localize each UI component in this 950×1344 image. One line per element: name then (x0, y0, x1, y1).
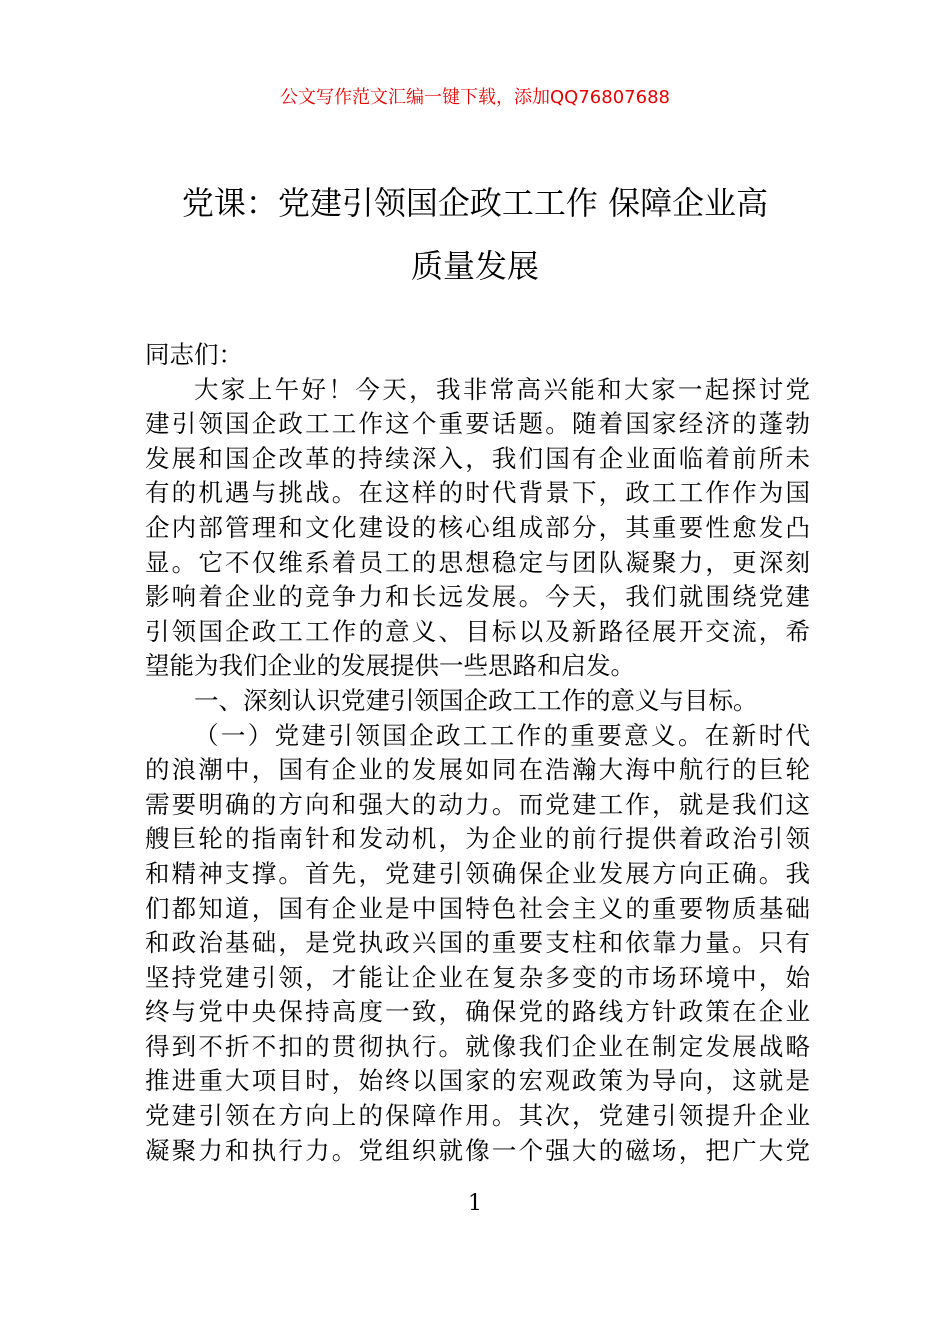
paragraph-line: 需要明确的方向和强大的动力。而党建工作，就是我们这 (145, 789, 810, 819)
paragraph-line: 发展和国企改革的持续深入，我们国有企业面临着前所未 (145, 443, 810, 473)
paragraph-line: 建引领国企政工工作这个重要话题。随着国家经济的蓬勃 (145, 409, 810, 439)
page-number: 1 (468, 1191, 482, 1216)
paragraph-significance (145, 719, 810, 1169)
paragraph-line: 终与党中央保持高度一致，确保党的路线方针政策在企业 (145, 997, 810, 1027)
paragraph-line: 显。它不仅维系着员工的思想稳定与团队凝聚力，更深刻 (145, 547, 810, 577)
document-title (130, 172, 820, 298)
paragraph-line: 坚持党建引领，才能让企业在复杂多变的市场环境中，始 (145, 962, 810, 992)
paragraph-line: 和政治基础，是党执政兴国的重要支柱和依靠力量。只有 (145, 928, 810, 958)
paragraph-line: 企内部管理和文化建设的核心组成部分，其重要性愈发凸 (145, 512, 810, 542)
paragraph-line: （一）党建引领国企政工工作的重要意义。在新时代 (194, 720, 810, 750)
salutation: 同志们： (145, 340, 243, 369)
paragraph-line: 引领国企政工工作的意义、目标以及新路径展开交流，希 (145, 616, 810, 646)
paragraph-line: 影响着企业的竞争力和长远发展。今天，我们就围绕党建 (145, 582, 810, 612)
download-notice: 公文写作范文汇编一键下载，添加QQ76807688 (280, 87, 670, 108)
paragraph-line: 有的机遇与挑战。在这样的时代背景下，政工工作作为国 (145, 478, 810, 508)
paragraph-line: 大家上午好！今天，我非常高兴能和大家一起探讨党 (194, 374, 810, 404)
title-line-2: 质量发展 (410, 247, 539, 285)
paragraph-line: 的浪潮中，国有企业的发展如同在浩瀚大海中航行的巨轮 (145, 755, 810, 785)
paragraph-line: 推进重大项目时，始终以国家的宏观政策为导向，这就是 (145, 1066, 810, 1096)
paragraph-line: 得到不折不扣的贯彻执行。就像我们企业在制定发展战略 (145, 1031, 810, 1061)
paragraph-line: 党建引领在方向上的保障作用。其次，党建引领提升企业 (145, 1101, 810, 1131)
section-heading-1: 一、深刻认识党建引领国企政工工作的意义与目标。 (194, 685, 758, 715)
title-line-1: 党课：党建引领国企政工工作 保障企业高 (181, 184, 769, 222)
paragraph-intro (145, 373, 810, 684)
paragraph-line: 们都知道，国有企业是中国特色社会主义的重要物质基础 (145, 893, 810, 923)
paragraph-line: 凝聚力和执行力。党组织就像一个强大的磁场，把广大党 (145, 1135, 810, 1165)
paragraph-line: 和精神支撑。首先，党建引领确保企业发展方向正确。我 (145, 858, 810, 888)
paragraph-line: 望能为我们企业的发展提供一些思路和启发。 (145, 651, 635, 681)
document-body (145, 338, 810, 1168)
paragraph-line: 艘巨轮的指南针和发动机，为企业的前行提供着政治引领 (145, 824, 810, 854)
